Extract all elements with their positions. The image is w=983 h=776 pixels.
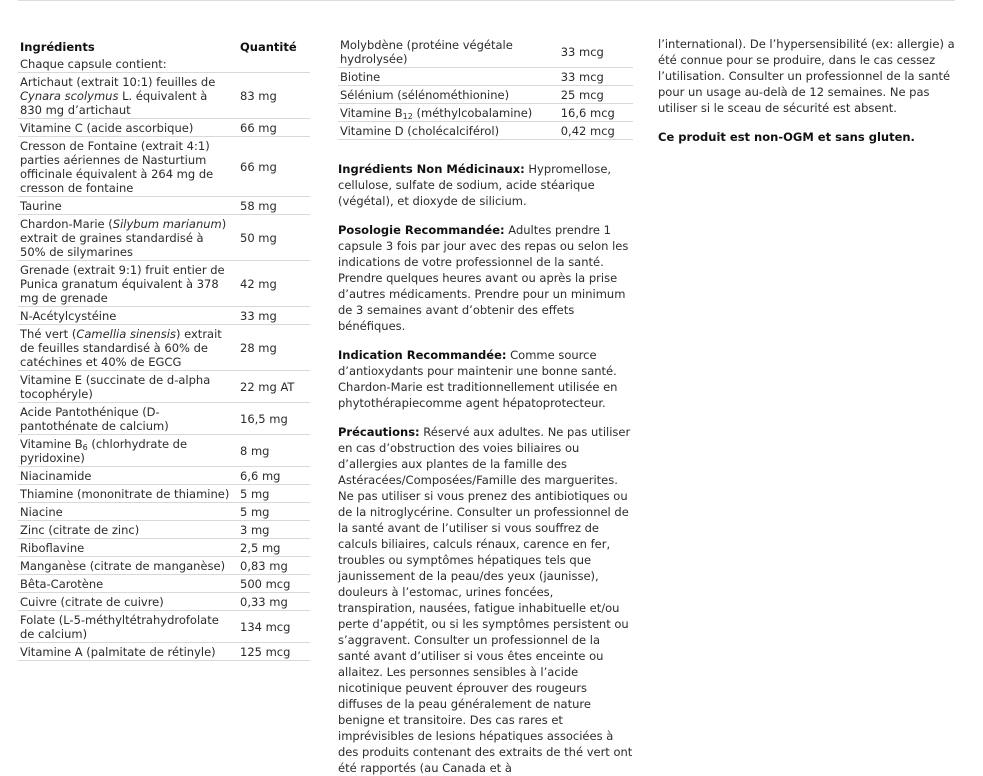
- ingredient-quantity: 42 mg: [238, 261, 310, 307]
- precautions-title: Précautions:: [338, 425, 420, 439]
- ingredient-quantity: 500 mcg: [238, 575, 310, 593]
- table-row: [338, 86, 633, 104]
- ingredient-quantity: 66 mg: [238, 119, 310, 137]
- table-row: [18, 215, 310, 261]
- table-row: [18, 485, 310, 503]
- non-medicinal-title: Ingrédients Non Médicinaux:: [338, 162, 525, 176]
- table-row: [18, 557, 310, 575]
- ingredient-quantity: 22 mg AT: [238, 371, 310, 403]
- ingredient-quantity: 5 mg: [238, 503, 310, 521]
- ingredient-quantity: 16,6 mcg: [559, 104, 633, 122]
- ingredient-name: Molybdène (protéine végétale hydrolysée): [338, 36, 559, 68]
- table-row: [338, 104, 633, 122]
- ingredient-name: Grenade (extrait 9:1) fruit entier de Punica granatum équivalent à 378 mg de grenade: [18, 261, 238, 307]
- table-row: [18, 643, 310, 661]
- ingredient-name: Chardon-Marie (Silybum marianum) extrait de graines standardisé à 50% de silymarines: [18, 215, 238, 261]
- ingredient-quantity: 125 mcg: [238, 643, 310, 661]
- ingredient-name: Cresson de Fontaine (extrait 4:1) parties aériennes de Nasturtium officinale équivalent à 264 mg de cresson de fontaine: [18, 137, 238, 197]
- table-row: [18, 611, 310, 643]
- ingredient-name: Niacinamide: [18, 467, 238, 485]
- dosage-text: Adultes prendre 1 capsule 3 fois par jour avec des repas ou selon les indications de votre professionnel de la santé. Prendre quelques heures avant ou après la prise d’autres médicaments. Prendre pour un minimum de 3 semaines avant d’obtenir des effets bénéfiques.: [338, 223, 629, 333]
- header-quantity: Quantité: [240, 40, 297, 54]
- ingredient-quantity: 6,6 mg: [238, 467, 310, 485]
- ingredient-quantity: 25 mcg: [559, 86, 633, 104]
- ingredient-name: Acide Pantothénique (D-pantothénate de calcium): [18, 403, 238, 435]
- subheader-row: [18, 55, 310, 73]
- table-row: [18, 467, 310, 485]
- table-row: [18, 503, 310, 521]
- non-gmo-statement: [658, 129, 958, 145]
- ingredient-name: Thiamine (mononitrate de thiamine): [18, 485, 238, 503]
- dosage-title: Posologie Recommandée:: [338, 223, 505, 237]
- table-row: [18, 539, 310, 557]
- table-row: [18, 575, 310, 593]
- right-column: [658, 36, 958, 145]
- non-medicinal-section: [338, 161, 633, 209]
- table-row: [18, 73, 310, 119]
- ingredient-name: Vitamine C (acide ascorbique): [18, 119, 238, 137]
- ingredient-name: Artichaut (extrait 10:1) feuilles de Cynara scolymus L. équivalent à 830 mg d’artichaut: [18, 73, 238, 119]
- ingredient-name: Cuivre (citrate de cuivre): [18, 593, 238, 611]
- indication-title: Indication Recommandée:: [338, 348, 507, 362]
- ingredient-name: Vitamine A (palmitate de rétinyle): [18, 643, 238, 661]
- ingredient-quantity: 8 mg: [238, 435, 310, 467]
- ingredient-name: N-Acétylcystéine: [18, 307, 238, 325]
- ingredient-name: Vitamine D (cholécalciférol): [338, 122, 559, 140]
- table-row: [338, 68, 633, 86]
- ingredient-name: Niacine: [18, 503, 238, 521]
- non-gmo-text: Ce produit est non-OGM et sans gluten.: [658, 130, 915, 144]
- ingredient-quantity: 16,5 mg: [238, 403, 310, 435]
- table-row: [18, 371, 310, 403]
- ingredient-quantity: 58 mg: [238, 197, 310, 215]
- table-row: [18, 593, 310, 611]
- precautions-text: Réservé aux adultes. Ne pas utiliser en cas d’obstruction des voies biliaires ou d’allergies aux plantes de la famille des Astéracées/Composées/Famille des marguerites. Ne pas utiliser si vous prenez des antibiotiques ou de la nitroglycérine. Consulter un professionnel de la santé avant de l’utiliser si vous souffrez de calculs biliaires, calculs rénaux, carence en fer, troubles ou symptômes hépatiques tels que jaunissement de la peau/des yeux (jaunisse), douleurs à l’estomac, urines foncées, transpiration, nausées, fatigue inhabituelle et/ou perte d’appétit, ou si les symptômes persistent ou s’aggravent. Consulter un professionnel de la santé avant d’utiliser si vous êtes enceinte ou allaitez. Les personnes sensibles à l’acide nicotinique peuvent éprouver des rougeurs diffuses de la peau généralement de nature benigne et transitoire. Des cas rares et imprévisibles de lesions hépatiques associées à des produits contenant des extraits de thé vert ont été rapportés (au Canada et à: [338, 425, 633, 775]
- ingredient-quantity: 28 mg: [238, 325, 310, 371]
- ingredients-column: [18, 36, 310, 661]
- ingredient-quantity: 33 mcg: [559, 36, 633, 68]
- ingredient-name: Manganèse (citrate de manganèse): [18, 557, 238, 575]
- capsule-contains-label: Chaque capsule contient:: [18, 55, 238, 73]
- table-row: [18, 137, 310, 197]
- ingredient-name: Bêta-Carotène: [18, 575, 238, 593]
- table-row: [18, 403, 310, 435]
- ingredient-name: Folate (L-5-méthyltétrahydrofolate de calcium): [18, 611, 238, 643]
- header-ingredients: Ingrédients: [20, 40, 95, 54]
- ingredient-quantity: 33 mcg: [559, 68, 633, 86]
- ingredient-name: Zinc (citrate de zinc): [18, 521, 238, 539]
- ingredient-quantity: 2,5 mg: [238, 539, 310, 557]
- table-row: [338, 122, 633, 140]
- table-row: [18, 119, 310, 137]
- top-divider: [18, 0, 955, 1]
- ingredient-name: Sélénium (sélénométhionine): [338, 86, 559, 104]
- ingredient-quantity: 0,33 mg: [238, 593, 310, 611]
- ingredients-table: [18, 36, 310, 661]
- table-row: [338, 36, 633, 68]
- precautions-continued: l’international). De l’hypersensibilité (ex: allergie) a été connue pour se produire, dans le cas cessez l’utilisation. Consulter un professionnel de la santé pour un usage au-delà de 12 semaines. Ne pas utiliser si le sceau de sécurité est absent.: [658, 37, 955, 115]
- ingredient-quantity: 83 mg: [238, 73, 310, 119]
- table-row: [18, 261, 310, 307]
- ingredient-quantity: 33 mg: [238, 307, 310, 325]
- ingredient-quantity: 66 mg: [238, 137, 310, 197]
- ingredient-name: Thé vert (Camellia sinensis) extrait de feuilles standardisé à 60% de catéchines et 40% de EGCG: [18, 325, 238, 371]
- ingredient-quantity: 0,83 mg: [238, 557, 310, 575]
- indication-section: [338, 347, 633, 411]
- ingredient-quantity: 0,42 mcg: [559, 122, 633, 140]
- ingredient-name: Biotine: [338, 68, 559, 86]
- ingredient-quantity: 5 mg: [238, 485, 310, 503]
- table-header: [18, 36, 310, 55]
- table-row: [18, 521, 310, 539]
- table-row: [18, 435, 310, 467]
- precautions-section: [338, 424, 633, 776]
- ingredient-quantity: 134 mcg: [238, 611, 310, 643]
- middle-column: [338, 36, 633, 776]
- indication-text: Comme source d’antioxydants pour maintenir une bonne santé. Chardon-Marie est traditionnellement utilisée en phytothérapiecomme agent hépatoprotecteur.: [338, 348, 618, 410]
- ingredient-name: Taurine: [18, 197, 238, 215]
- ingredients-table-continued: [338, 36, 633, 140]
- ingredient-name: Vitamine $B_{12}$ (méthylcobalamine): [338, 104, 559, 122]
- ingredient-quantity: 50 mg: [238, 215, 310, 261]
- ingredient-name: Riboflavine: [18, 539, 238, 557]
- dosage-section: [338, 222, 633, 334]
- ingredient-name: Vitamine $B_6$ (chlorhydrate de pyridoxine): [18, 435, 238, 467]
- ingredient-name: Vitamine E (succinate de d-alpha tocophéryle): [18, 371, 238, 403]
- table-row: [18, 307, 310, 325]
- table-row: [18, 197, 310, 215]
- ingredient-quantity: 3 mg: [238, 521, 310, 539]
- non-medicinal-text: Hypromellose, cellulose, sulfate de sodium, acide stéarique (végétal), et dioxyde de silicium.: [338, 162, 612, 208]
- table-row: [18, 325, 310, 371]
